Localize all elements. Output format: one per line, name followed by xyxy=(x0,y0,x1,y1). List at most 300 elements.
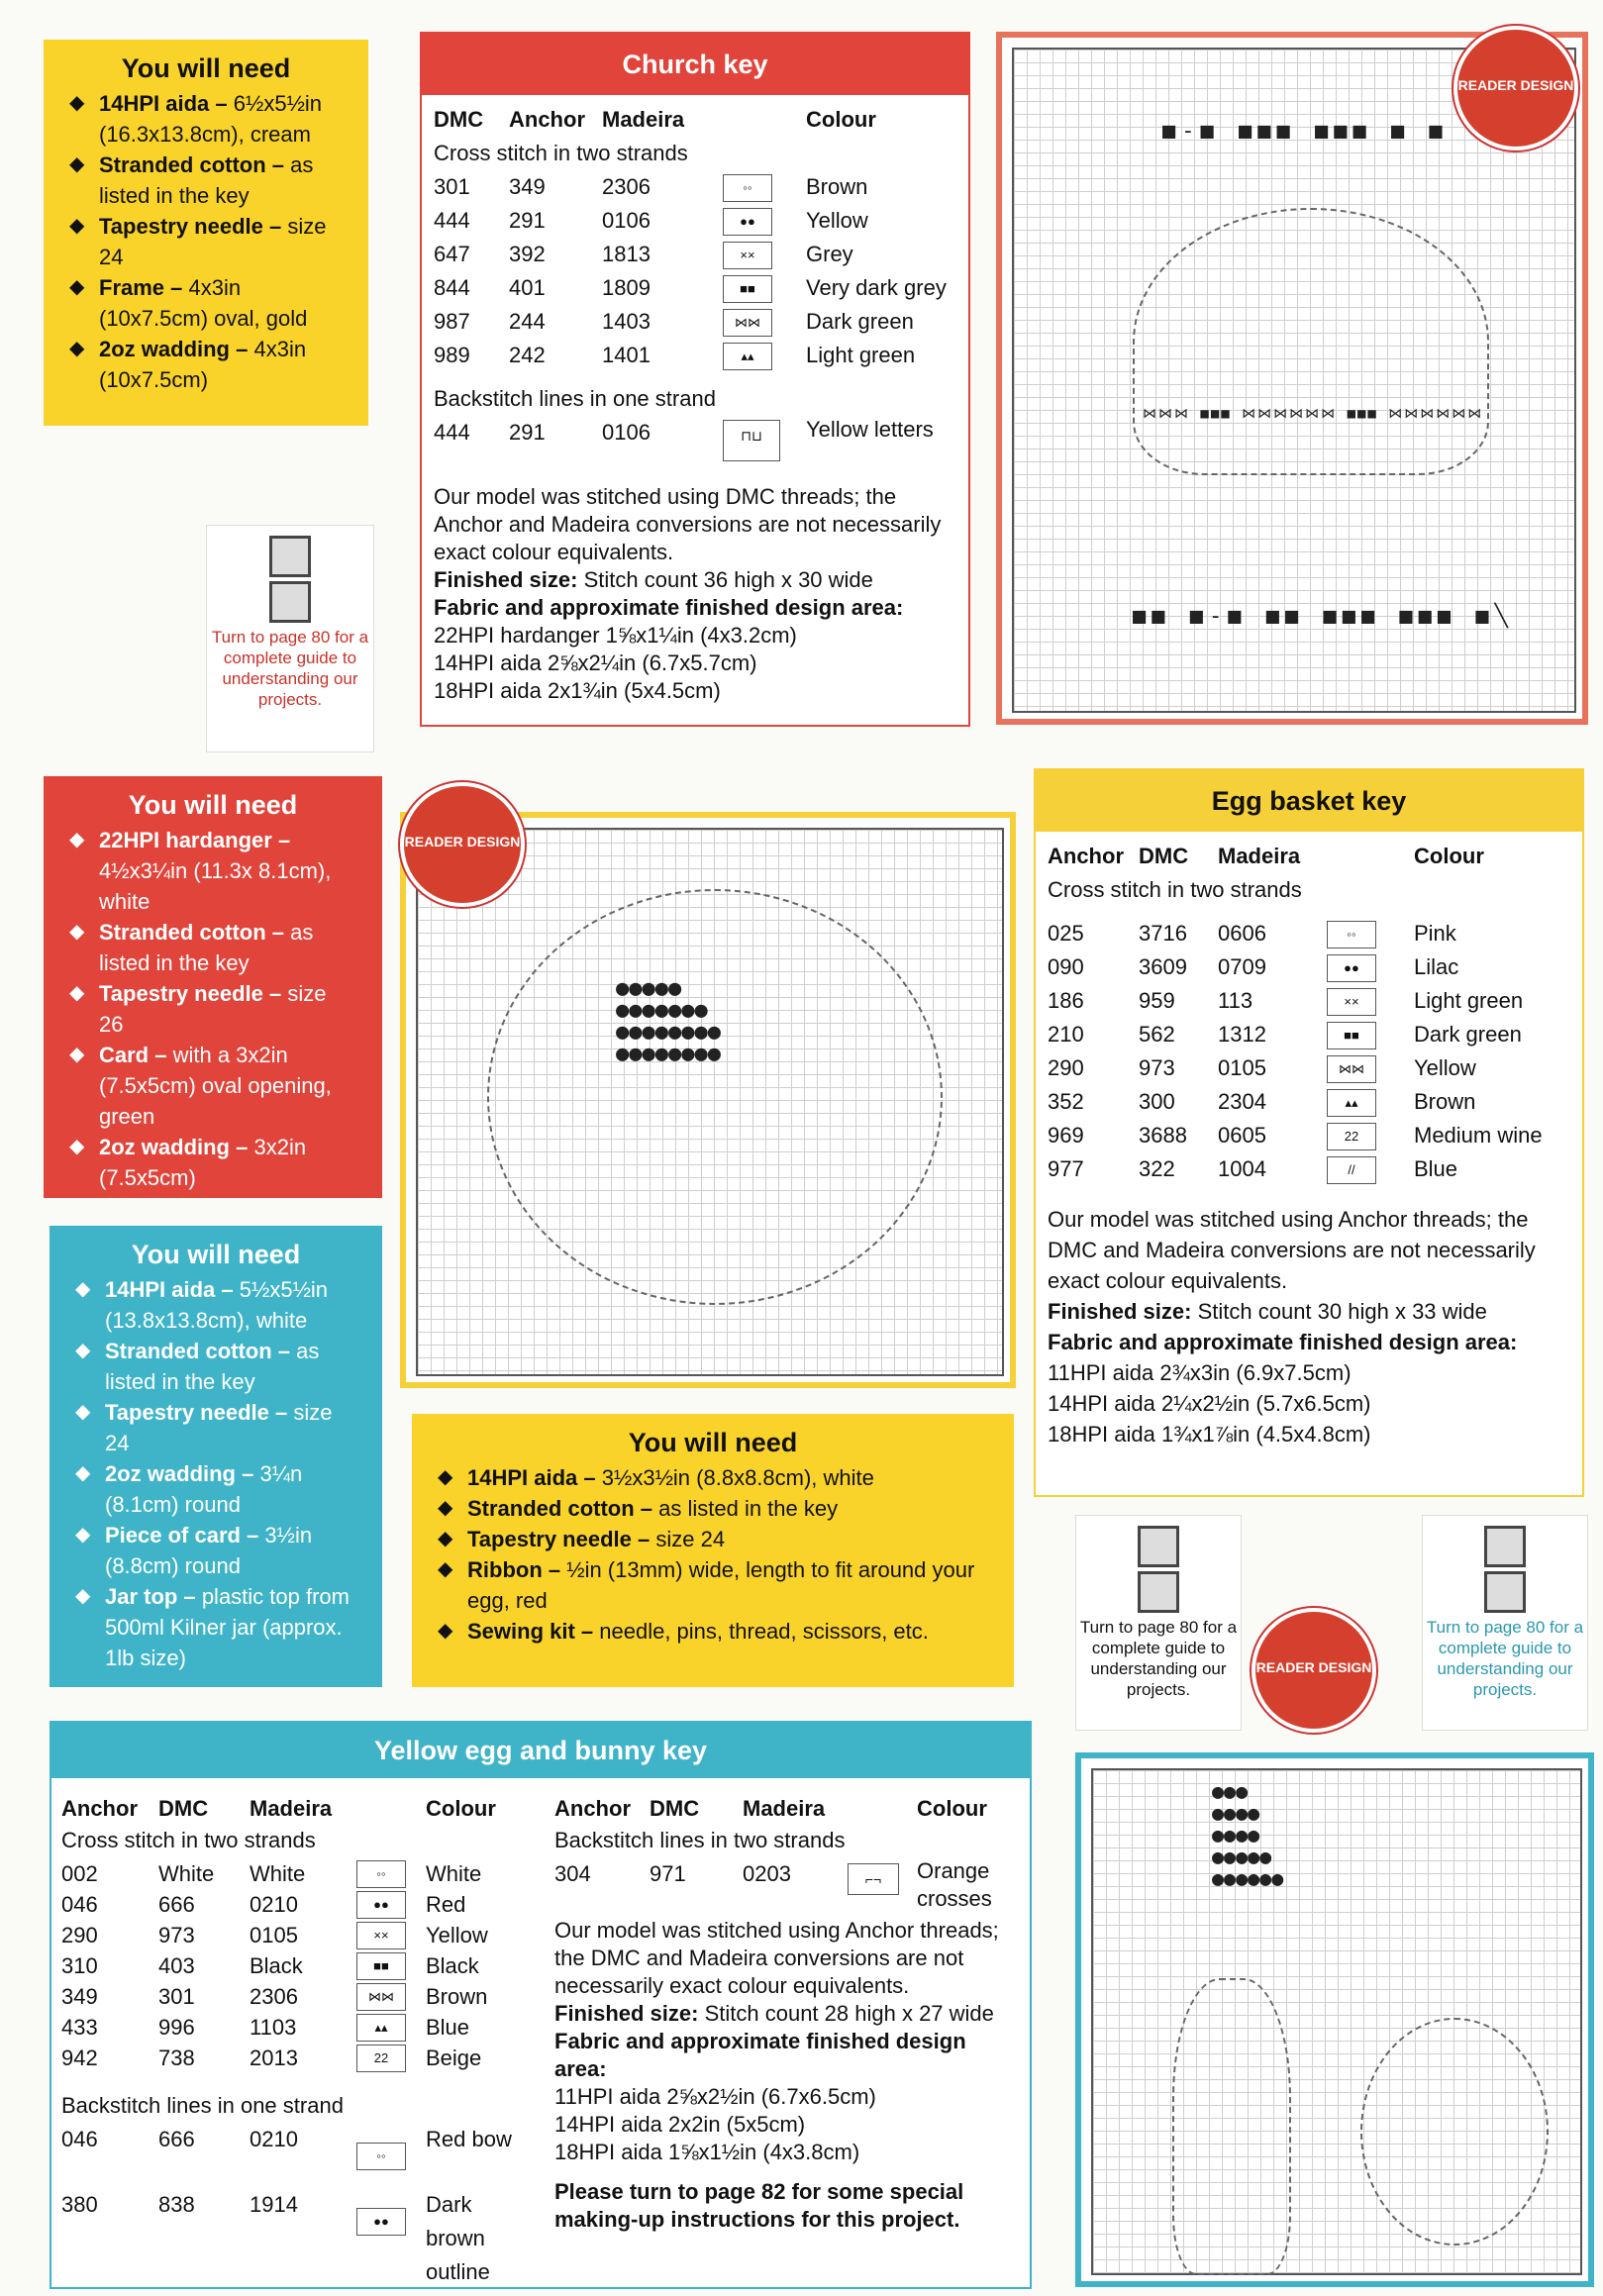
needs-item-detail: size 24 xyxy=(105,1400,333,1455)
key-subtitle: Cross stitch in two strands xyxy=(434,141,688,165)
key-cell: 046 xyxy=(61,2127,98,2151)
key-cell: 3716 xyxy=(1139,921,1187,946)
bunny-chart xyxy=(1091,1768,1582,2275)
hardanger-needs-panel xyxy=(44,776,382,1198)
stitch-symbol: ●● xyxy=(1327,954,1376,982)
key-cell: 301 xyxy=(434,174,470,199)
key-subtitle: Cross stitch in two strands xyxy=(61,1828,316,1852)
needs-item-name: Tapestry needle – xyxy=(467,1527,651,1551)
key-subtitle: Cross stitch in two strands xyxy=(1048,877,1302,902)
col-header: Madeira xyxy=(743,1796,826,1821)
needs-item xyxy=(75,1458,356,1520)
col-header: Colour xyxy=(1414,844,1484,868)
key-cell: 025 xyxy=(1048,921,1084,946)
fabric-size: 14HPI aida 2¼x2½in (5.7x6.5cm) xyxy=(1048,1391,1371,1416)
key-row xyxy=(61,2123,537,2188)
key-cell: Dark green xyxy=(806,309,914,334)
bunny-key-panel xyxy=(50,1721,1032,2289)
key-cell: White xyxy=(158,1861,215,1886)
needs-item-detail: 6½x5½in (16.3x13.8cm), cream xyxy=(99,91,323,147)
chart-stitches: ⋈⋈⋈ ■■■ ⋈⋈⋈⋈⋈⋈ ■■■ ⋈⋈⋈⋈⋈⋈ xyxy=(1143,406,1484,422)
stitch-symbol: ⋈⋈ xyxy=(723,309,772,337)
key-cell: 987 xyxy=(434,309,470,334)
key-cell: 989 xyxy=(434,343,470,367)
needs-item-name: 14HPI aida – xyxy=(99,91,228,116)
key-cell: Beige xyxy=(426,2046,482,2070)
needs-item-detail: 3¼n (8.1cm) round xyxy=(105,1461,303,1517)
key-cell: 244 xyxy=(509,309,546,334)
fabric-label: Fabric and approximate finished design area: xyxy=(434,595,904,620)
church-key-panel xyxy=(420,32,970,727)
key-cell: Red bow xyxy=(426,2127,512,2151)
chart-letters-top: ■-■ ■■■ ■■■ ■ ■ xyxy=(1162,119,1449,144)
needs-item-detail: as listed in the key xyxy=(99,920,314,975)
fabric-label: Fabric and approximate finished design area: xyxy=(1048,1330,1518,1354)
col-header: Madeira xyxy=(602,107,685,132)
key-cell: Medium wine xyxy=(1414,1123,1543,1148)
needs-item-detail: size 24 xyxy=(99,214,327,269)
key-row xyxy=(434,238,958,271)
key-cell: 2306 xyxy=(602,174,651,199)
stitch-symbol: ▴▴ xyxy=(723,343,772,370)
finished-label: Finished size: xyxy=(1048,1299,1192,1324)
key-cell: 0105 xyxy=(250,1923,298,1947)
key-row xyxy=(1048,1085,1572,1119)
key-cell: 0605 xyxy=(1218,1123,1266,1148)
finished-size: Stitch count 30 high x 33 wide xyxy=(1191,1299,1487,1324)
key-cell: 0210 xyxy=(250,1892,298,1917)
key-cell: 392 xyxy=(509,242,546,266)
needs-item xyxy=(69,917,356,978)
key-cell: Red xyxy=(426,1892,466,1917)
needs-item-detail: size 26 xyxy=(99,981,327,1037)
key-cell: 959 xyxy=(1139,988,1175,1013)
key-cell: 1809 xyxy=(602,275,651,300)
key-cell: 562 xyxy=(1139,1022,1175,1047)
backstitch-title: Backstitch lines in one strand xyxy=(61,2093,344,2118)
key-cell: 2306 xyxy=(250,1984,298,2009)
needs-item-detail: needle, pins, thread, scissors, etc. xyxy=(593,1619,929,1644)
stitch-symbol: ■■ xyxy=(1327,1022,1376,1049)
key-row xyxy=(1048,1119,1572,1152)
key-cell: 0106 xyxy=(602,208,651,233)
basket-key-title: Egg basket key xyxy=(1036,770,1582,832)
key-cell: 290 xyxy=(1048,1055,1084,1080)
bunny-key-table xyxy=(61,1792,537,2284)
key-subtitle: Backstitch lines in two strands xyxy=(554,1828,846,1852)
key-cell: 2304 xyxy=(1218,1089,1266,1114)
key-cell: 838 xyxy=(158,2192,195,2217)
key-cell: 300 xyxy=(1139,1089,1175,1114)
basket-key-table xyxy=(1048,840,1572,1449)
needs-item-name: Tapestry needle – xyxy=(105,1400,288,1425)
turn-note xyxy=(1075,1515,1242,1731)
needs-item-detail: 5½x5½in (13.8x13.8cm), white xyxy=(105,1277,329,1333)
needs-item xyxy=(69,211,343,272)
needs-item xyxy=(75,1274,356,1336)
key-cell: 0210 xyxy=(250,2127,298,2151)
church-motif xyxy=(1133,208,1489,475)
col-header: Madeira xyxy=(250,1796,333,1821)
needs-list xyxy=(75,1274,356,1673)
col-header: DMC xyxy=(1139,844,1189,868)
key-cell: 291 xyxy=(509,420,546,445)
stitch-symbol: 22 xyxy=(1327,1123,1376,1150)
key-cell: 844 xyxy=(434,275,470,300)
key-cell: 380 xyxy=(61,2192,98,2217)
key-cell: Brown xyxy=(426,1984,488,2009)
needs-item xyxy=(69,978,356,1040)
needs-item xyxy=(75,1520,356,1581)
col-header: Colour xyxy=(917,1796,987,1821)
key-cell: 433 xyxy=(61,2015,98,2040)
key-cell: 349 xyxy=(61,1984,98,2009)
key-row xyxy=(434,339,958,372)
stitch-symbol: ●● xyxy=(356,2208,406,2236)
key-cell: 1004 xyxy=(1218,1156,1266,1181)
needs-item-detail: plastic top from 500ml Kilner jar (approx. 1lb size) xyxy=(105,1584,350,1670)
yellow-egg-motif xyxy=(1360,2018,1549,2246)
key-cell: 0203 xyxy=(743,1861,791,1886)
stitch-symbol: ◦◦ xyxy=(723,174,772,202)
needs-item-name: Piece of card – xyxy=(105,1523,259,1547)
key-cell: 971 xyxy=(650,1861,686,1886)
church-key-table xyxy=(434,103,958,705)
key-cell: 973 xyxy=(158,1923,195,1947)
fabric-size: 18HPI aida 2x1¾in (5x4.5cm) xyxy=(434,678,721,703)
needs-item xyxy=(69,1040,356,1132)
key-cell: 444 xyxy=(434,208,470,233)
fabric-size: 14HPI aida 2x2in (5x5cm) xyxy=(554,2112,806,2137)
needs-item-name: Tapestry needle – xyxy=(99,214,282,239)
needs-item-name: Frame – xyxy=(99,275,183,300)
key-cell: Yellow xyxy=(426,1923,488,1947)
needs-item xyxy=(69,272,343,334)
key-cell: 322 xyxy=(1139,1156,1175,1181)
stitch-symbol: ▴▴ xyxy=(356,2014,406,2042)
key-cell: Blue xyxy=(1414,1156,1458,1181)
hourglass-icon xyxy=(1484,1526,1526,1567)
col-header: Anchor xyxy=(509,107,585,132)
key-row xyxy=(434,204,958,238)
key-cell: Black xyxy=(426,1953,479,1978)
key-cell: 973 xyxy=(1139,1055,1175,1080)
col-header: Madeira xyxy=(1218,844,1301,868)
needs-item-detail: 4x3in (10x7.5cm) xyxy=(99,337,307,392)
bunny-key-title: Yellow egg and bunny key xyxy=(51,1723,1030,1778)
key-cell: 046 xyxy=(61,1892,98,1917)
key-cell: 969 xyxy=(1048,1123,1084,1148)
reader-design-badge: READER DESIGN xyxy=(400,782,525,907)
needs-item xyxy=(75,1336,356,1397)
needs-item-detail: as listed in the key xyxy=(99,152,314,208)
bunny-key-right xyxy=(554,1792,1020,2234)
key-row xyxy=(434,170,958,204)
needs-item-name: 22HPI hardanger – xyxy=(99,828,291,852)
needs-item-detail: ½in (13mm) wide, length to fit around your egg, red xyxy=(467,1557,975,1613)
stitch-symbol: ▴▴ xyxy=(1327,1089,1376,1117)
finished-size: Stitch count 36 high x 30 wide xyxy=(577,567,873,592)
key-cell: 352 xyxy=(1048,1089,1084,1114)
fabric-size: 14HPI aida 2⅝x2¼in (6.7x5.7cm) xyxy=(434,650,757,675)
key-cell: Brown xyxy=(1414,1089,1476,1114)
stitch-symbol: ⋈⋈ xyxy=(356,1983,406,2011)
key-cell: 401 xyxy=(509,275,546,300)
stitch-symbol: ×× xyxy=(723,242,772,269)
needs-item-detail: 4½x3¼in (11.3x 8.1cm), white xyxy=(99,858,332,914)
needs-item-name: 14HPI aida – xyxy=(105,1277,234,1302)
needs-item-name: Jar top – xyxy=(105,1584,196,1609)
key-cell: 647 xyxy=(434,242,470,266)
key-row xyxy=(61,1857,537,1888)
stitch-symbol: ◦◦ xyxy=(1327,921,1376,948)
church-needs-panel xyxy=(44,40,368,426)
key-cell: 291 xyxy=(509,208,546,233)
key-cell: Yellow xyxy=(806,208,868,233)
turn-note-text: Turn to page 80 for a complete guide to understanding our projects. xyxy=(211,628,369,709)
key-cell: 977 xyxy=(1048,1156,1084,1181)
needs-item-detail: 3½in (8.8cm) round xyxy=(105,1523,313,1578)
hourglass-icon xyxy=(269,536,311,577)
key-cell: 210 xyxy=(1048,1022,1084,1047)
key-cell: Dark green xyxy=(1414,1022,1522,1047)
needs-item-name: Stranded cotton – xyxy=(99,152,285,177)
key-cell: White xyxy=(250,1861,306,1886)
needs-item-name: 2oz wadding – xyxy=(99,337,249,361)
key-row xyxy=(1048,917,1572,950)
key-cell: 444 xyxy=(434,420,470,445)
egg-motif xyxy=(487,889,943,1305)
key-cell: 349 xyxy=(509,174,546,199)
col-header: Colour xyxy=(806,107,876,132)
turn-note-text: Turn to page 80 for a complete guide to understanding our projects. xyxy=(1079,1618,1238,1699)
egg-needs-panel xyxy=(412,1414,1014,1687)
key-cell: Blue xyxy=(426,2015,470,2040)
cross-stitch-icon xyxy=(269,581,311,623)
key-row xyxy=(1048,984,1572,1018)
basket-key-panel xyxy=(1034,768,1584,1497)
key-cell: White xyxy=(426,1861,482,1886)
needs-item-name: 14HPI aida – xyxy=(467,1465,596,1490)
needs-item-detail: 4x3in (10x7.5cm) oval, gold xyxy=(99,275,308,331)
needs-item xyxy=(69,1132,356,1193)
key-row xyxy=(61,1919,537,1949)
key-cell: 666 xyxy=(158,2127,195,2151)
needs-item xyxy=(69,88,343,150)
key-cell: 1403 xyxy=(602,309,651,334)
backstitch-title: Backstitch lines in one strand xyxy=(434,386,716,411)
key-row xyxy=(1048,1018,1572,1051)
col-header: Anchor xyxy=(1048,844,1124,868)
key-row xyxy=(61,1949,537,1980)
key-cell: Light green xyxy=(806,343,916,367)
key-row xyxy=(61,1888,537,1919)
egg-chart xyxy=(416,828,1004,1376)
key-cell: 738 xyxy=(158,2046,195,2070)
finished-label: Finished size: xyxy=(434,567,578,592)
needs-item xyxy=(438,1616,988,1647)
key-cell: 2013 xyxy=(250,2046,298,2070)
fabric-label: Fabric and approximate finished design area: xyxy=(554,2029,966,2081)
key-row xyxy=(1048,950,1572,984)
fabric-size: 18HPI aida 1⅝x1½in (4x3.8cm) xyxy=(554,2140,860,2164)
panel-title: You will need xyxy=(121,53,291,83)
needs-list xyxy=(69,88,343,395)
panel-title: You will need xyxy=(128,790,298,820)
stitch-symbol: ⋈⋈ xyxy=(1327,1055,1376,1083)
bunny-dots: ●●● ●●●● ●●●● ●●●●● ●●●●●● xyxy=(1212,1779,1284,1890)
needs-item-name: Stranded cotton – xyxy=(467,1496,653,1521)
col-header: Colour xyxy=(426,1796,496,1821)
finished-label: Finished size: xyxy=(554,2001,699,2026)
key-row xyxy=(61,2011,537,2042)
key-row xyxy=(61,2188,537,2284)
needs-item xyxy=(438,1493,988,1524)
chart-letters-bottom: ■■ ■-■ ■■ ■■■ ■■■ ■╲ xyxy=(1133,604,1514,629)
finished-size: Stitch count 28 high x 27 wide xyxy=(698,2001,994,2026)
panel-title: You will need xyxy=(628,1428,798,1457)
key-cell: 113 xyxy=(1218,988,1253,1013)
key-note: Our model was stitched using DMC threads; the Anchor and Madeira conversions are not necessarily exact colour equivalents. xyxy=(434,484,942,564)
key-cell: 0709 xyxy=(1218,954,1266,979)
key-cell: 1103 xyxy=(250,2015,297,2040)
reader-design-badge: READER DESIGN xyxy=(1453,26,1578,150)
needs-item-detail: size 24 xyxy=(650,1527,726,1551)
needs-item-detail: as listed in the key xyxy=(105,1339,320,1394)
key-cell: 3609 xyxy=(1139,954,1187,979)
needs-list xyxy=(69,825,356,1193)
key-row xyxy=(1048,1051,1572,1085)
key-cell: 186 xyxy=(1048,988,1084,1013)
stitch-symbol: ×× xyxy=(1327,988,1376,1016)
bunny-chart-frame xyxy=(1075,1752,1594,2287)
key-cell: Brown xyxy=(806,174,868,199)
needs-item-name: Sewing kit – xyxy=(467,1619,594,1644)
key-cell: 0106 xyxy=(602,420,651,445)
col-header: DMC xyxy=(650,1796,700,1821)
stitch-symbol: ●● xyxy=(723,208,772,236)
needs-list xyxy=(438,1462,988,1647)
col-header: DMC xyxy=(434,107,484,132)
key-row xyxy=(434,305,958,339)
col-header: Anchor xyxy=(554,1796,631,1821)
col-header: DMC xyxy=(158,1796,209,1821)
key-cell: Lilac xyxy=(1414,954,1459,979)
needs-item xyxy=(69,334,343,395)
key-cell: 666 xyxy=(158,1892,195,1917)
needs-item-name: Ribbon – xyxy=(467,1557,561,1582)
stitch-symbol: ■■ xyxy=(356,1952,406,1980)
church-chart xyxy=(1012,48,1576,713)
stitch-symbol: ◦◦ xyxy=(356,1860,406,1888)
key-cell: 1312 xyxy=(1218,1022,1266,1047)
stitch-symbol: ●● xyxy=(356,1891,406,1919)
needs-item-name: Tapestry needle – xyxy=(99,981,282,1006)
key-cell: Very dark grey xyxy=(806,275,947,300)
key-row xyxy=(434,271,958,305)
key-cell: 1914 xyxy=(250,2192,298,2217)
needs-item xyxy=(75,1397,356,1458)
turn-note xyxy=(1422,1515,1588,1731)
key-cell: 942 xyxy=(61,2046,98,2070)
key-cell: 1401 xyxy=(602,343,651,367)
needs-item xyxy=(75,1581,356,1673)
needs-item-name: Card – xyxy=(99,1043,167,1067)
needs-item xyxy=(438,1524,988,1554)
fabric-size: 18HPI aida 1¾x1⅞in (4.5x4.8cm) xyxy=(1048,1422,1371,1447)
needs-item xyxy=(438,1462,988,1493)
stitch-symbol: 22 xyxy=(356,2045,406,2072)
needs-item-name: 2oz wadding – xyxy=(99,1135,249,1159)
key-row xyxy=(1048,1152,1572,1186)
key-cell: 002 xyxy=(61,1861,98,1886)
fabric-size: 11HPI aida 2⅝x2½in (6.7x6.5cm) xyxy=(554,2084,876,2109)
needs-item xyxy=(69,150,343,211)
needs-item-name: 2oz wadding – xyxy=(105,1461,254,1486)
stitch-symbol: ◦◦ xyxy=(356,2143,406,2170)
key-cell: Light green xyxy=(1414,988,1524,1013)
key-cell: Black xyxy=(250,1953,303,1978)
egg-dots: ●●●●● ●●●●●●● ●●●●●●●● ●●●●●●●● xyxy=(616,976,721,1066)
key-cell: 996 xyxy=(158,2015,195,2040)
needs-item-name: Stranded cotton – xyxy=(99,920,285,945)
key-cell: 0105 xyxy=(1218,1055,1266,1080)
key-cell: Grey xyxy=(806,242,853,266)
church-key-title: Church key xyxy=(422,34,968,95)
key-cell: 403 xyxy=(158,1953,195,1978)
key-row xyxy=(61,2042,537,2072)
needs-item-detail: as listed in the key xyxy=(652,1496,839,1521)
col-header: Anchor xyxy=(61,1796,138,1821)
turn-note xyxy=(206,525,374,752)
key-cell: 304 xyxy=(554,1861,591,1886)
key-cell: Yellow xyxy=(1414,1055,1476,1080)
key-cell: 1813 xyxy=(602,242,651,266)
backstitch-symbol: ⊓⊔ xyxy=(723,420,780,461)
bunny-motif xyxy=(1172,1978,1291,2275)
needs-item-name: Stranded cotton – xyxy=(105,1339,291,1363)
key-cell: Yellow letters xyxy=(806,417,934,442)
key-cell: Dark brown outline xyxy=(426,2192,490,2284)
key-cell: 242 xyxy=(509,343,546,367)
cross-stitch-icon xyxy=(1484,1571,1526,1613)
stitch-symbol: // xyxy=(1327,1156,1376,1184)
hourglass-icon xyxy=(1138,1526,1179,1567)
cross-stitch-icon xyxy=(1138,1571,1179,1613)
key-cell: 290 xyxy=(61,1923,98,1947)
key-cell: Pink xyxy=(1414,921,1456,946)
key-cell: Orange crosses xyxy=(917,1858,992,1911)
reader-design-badge: READER DESIGN xyxy=(1252,1608,1376,1733)
fabric-size: 22HPI hardanger 1⅝x1¼in (4x3.2cm) xyxy=(434,623,797,648)
panel-title: You will need xyxy=(131,1240,301,1269)
needs-item-detail: 3x2in (7.5x5cm) xyxy=(99,1135,307,1190)
turn-note-text: Turn to page 80 for a complete guide to understanding our projects. xyxy=(1426,1618,1584,1699)
needs-item-detail: with a 3x2in (7.5x5cm) oval opening, green xyxy=(99,1043,332,1129)
stitch-symbol: ■■ xyxy=(723,275,772,303)
key-cell: 3688 xyxy=(1139,1123,1187,1148)
key-cell: 090 xyxy=(1048,954,1084,979)
key-note: Our model was stitched using Anchor threads; the DMC and Madeira conversions are not necessarily exact colour equivalents. xyxy=(1048,1207,1536,1293)
needs-item-detail: 3½x3½in (8.8x8.8cm), white xyxy=(595,1465,874,1490)
key-cell: 301 xyxy=(158,1984,195,2009)
key-note: Our model was stitched using Anchor threads; the DMC and Madeira conversions are not necessarily exact colour equivalents. xyxy=(554,1918,999,1998)
fabric-size: 11HPI aida 2¾x3in (6.9x7.5cm) xyxy=(1048,1360,1352,1385)
stitch-symbol: ×× xyxy=(356,1922,406,1949)
needs-item xyxy=(438,1554,988,1616)
key-row xyxy=(61,1980,537,2011)
key-cell: 310 xyxy=(61,1953,98,1978)
